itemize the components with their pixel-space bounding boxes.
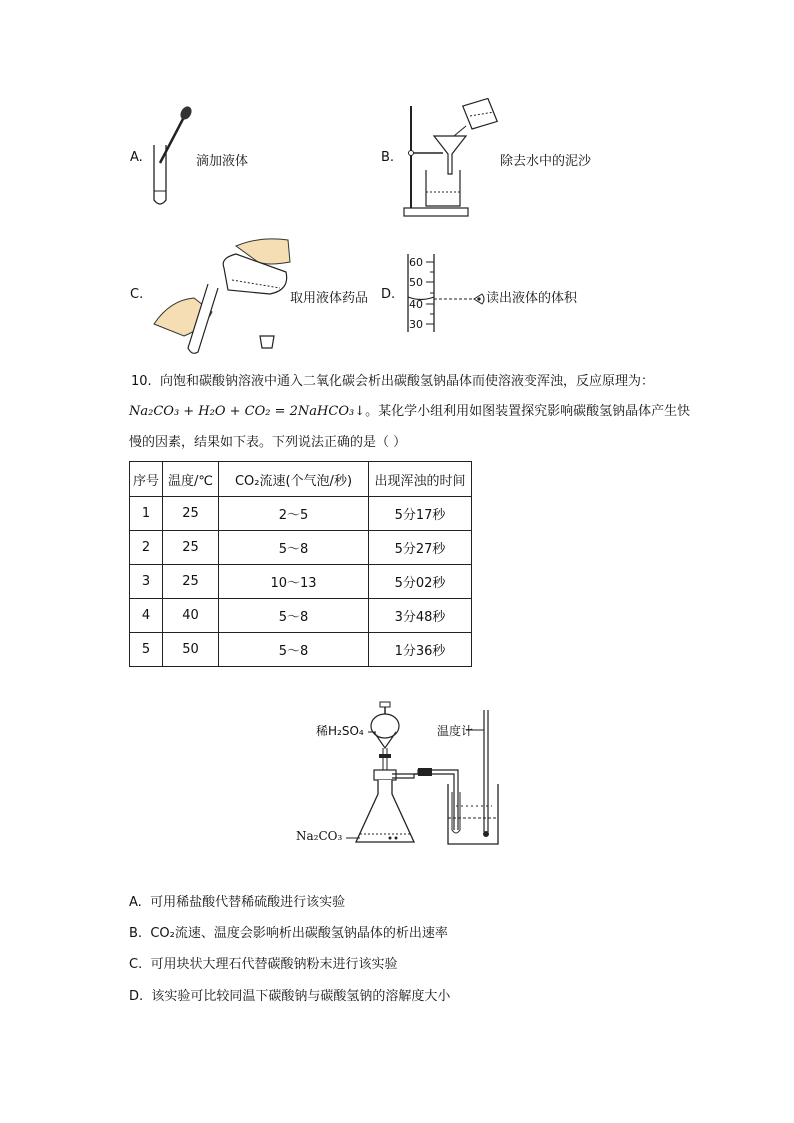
cell-temperature: 25 (163, 565, 219, 599)
cell-index: 2 (130, 531, 163, 565)
cell-temperature: 25 (163, 497, 219, 531)
cylinder-tick-40: 40 (409, 298, 423, 311)
cell-time: 3分48秒 (369, 599, 472, 633)
results-table (129, 461, 472, 667)
cell-temperature: 50 (163, 633, 219, 667)
cell-co2-flow: 5～8 (219, 633, 369, 667)
choice-d-letter: D. (129, 989, 144, 1004)
choice-d[interactable] (129, 985, 450, 1004)
choice-c-letter: C. (129, 957, 143, 972)
question-10-line-3: 慢的因素，结果如下表。下列说法正确的是（ ） (129, 435, 407, 450)
acid-label: 稀H₂SO₄ (316, 724, 364, 738)
choice-d-text: 该实验可比较同温下碳酸钠与碳酸氢钠的溶解度大小 (151, 989, 451, 1004)
cylinder-tick-60: 60 (409, 256, 423, 269)
cylinder-tick-50: 50 (409, 276, 423, 289)
option-d-caption: 读出液体的体积 (486, 291, 578, 306)
cell-index: 1 (130, 497, 163, 531)
header-index: 序号 (130, 462, 163, 497)
option-a-caption: 滴加液体 (196, 154, 249, 169)
table-row (130, 633, 472, 667)
cell-time: 5分17秒 (369, 497, 472, 531)
choice-a[interactable] (129, 891, 345, 910)
reaction-equation: Na₂CO₃ + H₂O + CO₂ = 2NaHCO₃↓ (129, 404, 366, 419)
cell-index: 3 (130, 565, 163, 599)
question-intro: 向饱和碳酸钠溶液中通入二氧化碳会析出碳酸氢钠晶体而使溶液变浑浊，反应原理为： (159, 374, 654, 389)
choice-a-letter: A. (129, 895, 142, 910)
choice-b-letter: B. (129, 926, 143, 941)
cell-time: 5分27秒 (369, 531, 472, 565)
header-turbidity-time: 出现浑浊的时间 (369, 462, 472, 497)
table-header-row (130, 462, 472, 497)
cell-co2-flow: 5～8 (219, 531, 369, 565)
cell-index: 5 (130, 633, 163, 667)
option-c-caption: 取用液体药品 (290, 291, 369, 306)
option-b-letter: B. (381, 150, 395, 165)
choice-a-text: 可用稀盐酸代替稀硫酸进行该实验 (150, 895, 346, 910)
cell-co2-flow: 10～13 (219, 565, 369, 599)
question-10-line-2 (129, 400, 749, 424)
option-d-letter: D. (381, 287, 396, 302)
choice-b-text: CO₂流速、温度会影响析出碳酸氢钠晶体的析出速率 (150, 926, 448, 941)
table-row (130, 531, 472, 565)
choice-c-text: 可用块状大理石代替碳酸钠粉末进行该实验 (150, 957, 398, 972)
filtration-apparatus-illustration (398, 98, 500, 220)
question-10-line-1 (131, 370, 731, 394)
cell-temperature: 25 (163, 531, 219, 565)
header-co2-flow: CO₂流速(个气泡/秒) (219, 462, 369, 497)
cell-co2-flow: 5～8 (219, 599, 369, 633)
question-line-2-tail: 。某化学小组利用如图装置探究影响碳酸氢钠晶体产生快 (365, 404, 691, 419)
cell-temperature: 40 (163, 599, 219, 633)
header-temperature: 温度/℃ (163, 462, 219, 497)
flask-label: Na₂CO₃ (296, 829, 343, 843)
pouring-liquid-illustration (150, 232, 292, 358)
question-number: 10. (131, 374, 152, 389)
dropper-test-tube-illustration (148, 105, 198, 213)
cell-time: 5分02秒 (369, 565, 472, 599)
cell-index: 4 (130, 599, 163, 633)
table-row (130, 497, 472, 531)
cell-co2-flow: 2～5 (219, 497, 369, 531)
cell-time: 1分36秒 (369, 633, 472, 667)
table-row (130, 565, 472, 599)
option-a-letter: A. (130, 150, 143, 165)
option-b-caption: 除去水中的泥沙 (500, 154, 592, 169)
choice-b[interactable] (129, 922, 448, 941)
cylinder-tick-30: 30 (409, 318, 423, 331)
thermometer-label: 温度计 (437, 724, 474, 738)
choice-c[interactable] (129, 953, 398, 972)
table-row (130, 599, 472, 633)
option-c-letter: C. (130, 287, 144, 302)
